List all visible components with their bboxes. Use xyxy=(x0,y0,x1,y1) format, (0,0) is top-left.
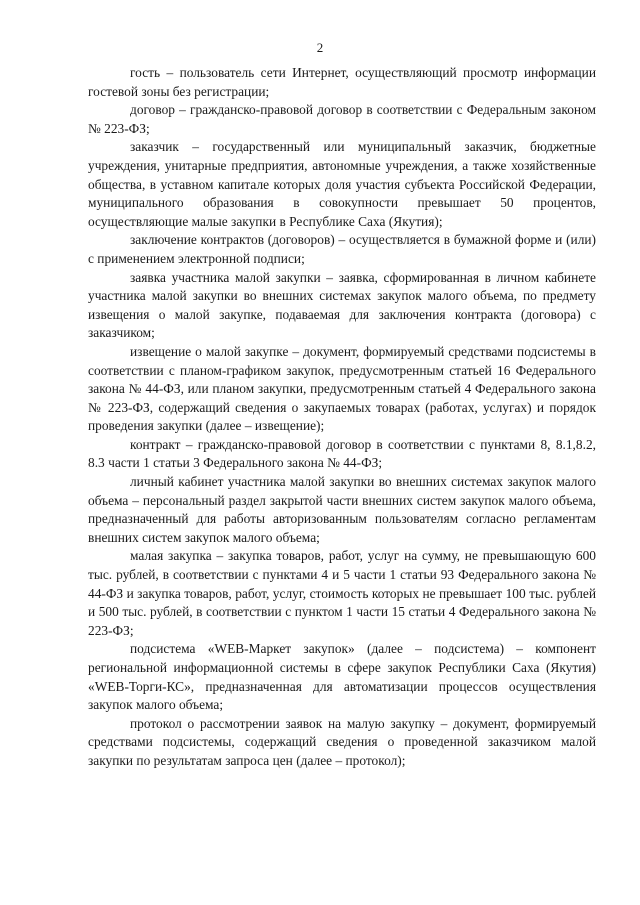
definition-contract: контракт – гражданско-правовой договор в соответствии с пунктами 8, 8.1,8.2, 8.3 части 1 статьи 3 Федерального закона № 44-ФЗ; xyxy=(88,436,596,471)
definition-personal-account: личный кабинет участника малой закупки во внешних системах закупок малого объема – персональный раздел закрытой части внешних систем закупок малого объема, предназначенный для работы авторизованным пользователям согласно регламентам внешних систем закупок малого объема; xyxy=(88,474,596,545)
definition-contract-conclusion: заключение контрактов (договоров) – осуществляется в бумажной форме и (или) с применением электронной подписи; xyxy=(88,232,596,266)
definition-procurement-notice: извещение о малой закупке – документ, формируемый средствами подсистемы в соответствии с планом-графиком закупок, предусмотренным статьей 16 Федерального закона № 44-ФЗ, или планом закупки, предусмотренным статьей 4 Федерального закона № 223-ФЗ, содержащий сведения о закупаемых товарах (работах, услугах) и порядок проведения закупки (далее – извещение); xyxy=(88,343,596,434)
definition-participant-application: заявка участника малой закупки – заявка, сформированная в личном кабинете участника малой закупки во внешних системах закупок малого объема, по предмету извещения о малой закупке, подаваемая для заключения контракта (договора) с заказчиком; xyxy=(88,269,596,341)
definition-protocol: протокол о рассмотрении заявок на малую закупку – документ, формируемый средствами подсистемы, содержащий сведения о проведенной заказчиком малой закупки по результатам запроса цен (далее – протокол); xyxy=(88,715,596,768)
document-body xyxy=(88,64,596,771)
definition-subsystem: подсистема «WEB-Маркет закупок» (далее – подсистема) – компонент региональной информационной системы в сфере закупок Республики Саха (Якутия) «WEB-Торги-КС», предназначенная для автоматизации процессов осуществления закупок малого объема; xyxy=(88,641,596,713)
definition-guest: гость – пользователь сети Интернет, осуществляющий просмотр информации гостевой зоны без регистрации; xyxy=(88,65,596,99)
definition-small-procurement: малая закупка – закупка товаров, работ, услуг на сумму, не превышающую 600 тыс. рублей, в соответствии с пунктами 4 и 5 части 1 статьи 93 Федерального закона № 44-ФЗ и закупка товаров, работ, услуг, стоимость которых не превышает 100 тыс. рублей и 500 тыс. рублей, в соответствии с пунктом 1 части 15 статьи 4 Федерального закона № 223-ФЗ; xyxy=(88,548,596,638)
definition-customer: заказчик – государственный или муниципальный заказчик, бюджетные учреждения, унитарные предприятия, автономные учреждения, а также хозяйственные общества, в уставном капитале которых доля участия субъекта Российской Федерации, муниципального образования в совокупности превышает 50 процентов, осуществляющие малые закупки в Республике Саха (Якутия); xyxy=(88,139,596,229)
page-number: 2 xyxy=(316,40,324,55)
definition-contract-agreement: договор – гражданско-правовой договор в соответствии с Федеральным законом № 223-ФЗ; xyxy=(88,102,596,136)
